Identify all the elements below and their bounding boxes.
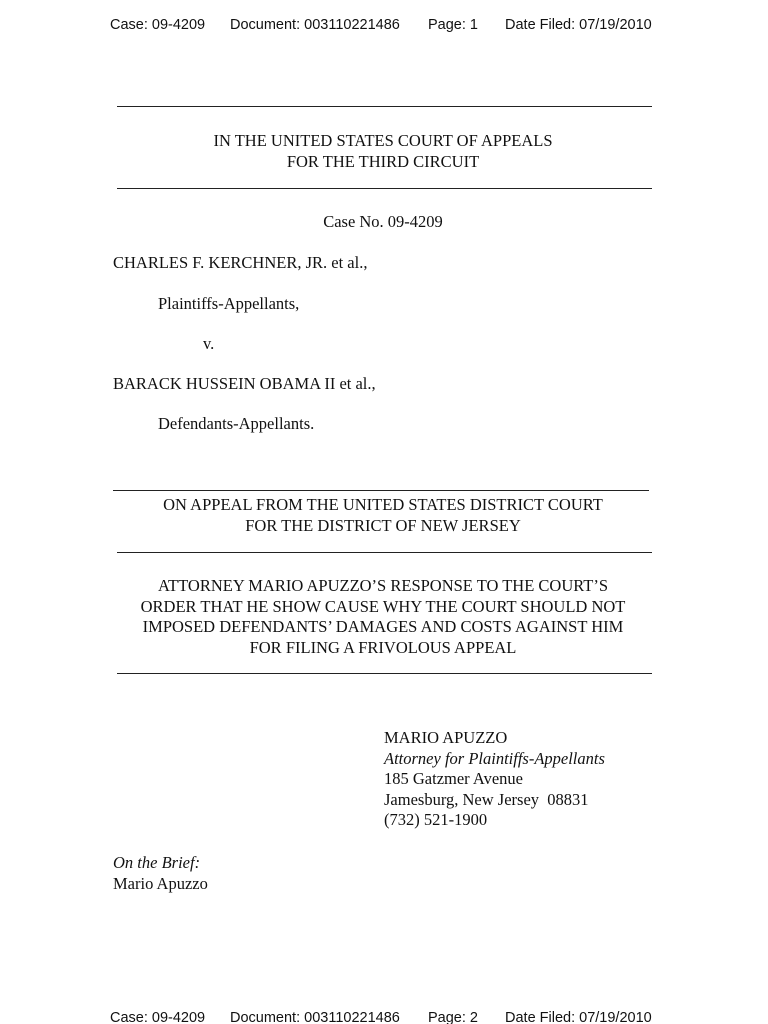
divider [117,188,652,189]
attorney-city: Jamesburg, New Jersey 08831 [384,789,589,809]
divider [113,490,649,491]
defendant-name: BARACK HUSSEIN OBAMA II et al., [113,374,376,393]
divider [117,106,652,107]
court-name [110,131,656,172]
header-page: Page: 1 [428,17,478,33]
on-brief-label: On the Brief: [113,853,201,872]
plaintiff-role: Plaintiffs-Appellants, [158,294,300,313]
on-brief-block [113,853,208,894]
appeal-line-2: FOR THE DISTRICT OF NEW JERSEY [245,515,521,535]
defendant-role: Defendants-Appellants. [158,414,315,433]
title-line-1: ATTORNEY MARIO APUZZO’S RESPONSE TO THE COURT’S [157,576,609,595]
court-line-1: IN THE UNITED STATES COURT OF APPEALS [213,131,553,150]
versus: v. [203,334,215,353]
attorney-name: MARIO APUZZO [384,728,508,747]
divider [117,673,652,674]
appeal-from [110,495,656,536]
case-number: Case No. 09-4209 [323,212,443,231]
attorney-block [384,728,605,831]
appeal-line-1: ON APPEAL FROM THE UNITED STATES DISTRICT COURT [163,495,603,514]
court-line-2: FOR THE THIRD CIRCUIT [286,151,480,171]
title-line-2: ORDER THAT HE SHOW CAUSE WHY THE COURT SHOULD NOT [140,596,626,616]
footer-case: Case: 09-4209 [110,1010,206,1024]
footer-page: Page: 2 [428,1010,478,1024]
attorney-role: Attorney for Plaintiffs-Appellants [384,748,605,768]
plaintiff-name: CHARLES F. KERCHNER, JR. et al., [113,253,368,272]
title-line-4: FOR FILING A FRIVOLOUS APPEAL [249,637,517,657]
header-case: Case: 09-4209 [110,17,206,33]
document-title [110,576,656,658]
divider [117,552,652,553]
header-document: Document: 003110221486 [230,17,400,33]
attorney-phone: (732) 521-1900 [384,810,488,829]
title-line-3: IMPOSED DEFENDANTS’ DAMAGES AND COSTS AGAINST HIM [142,617,624,636]
attorney-street: 185 Gatzmer Avenue [384,769,523,788]
footer-date-filed: Date Filed: 07/19/2010 [505,1010,652,1024]
footer-document: Document: 003110221486 [230,1010,400,1024]
on-brief-name: Mario Apuzzo [113,873,208,893]
header-date-filed: Date Filed: 07/19/2010 [505,17,652,33]
